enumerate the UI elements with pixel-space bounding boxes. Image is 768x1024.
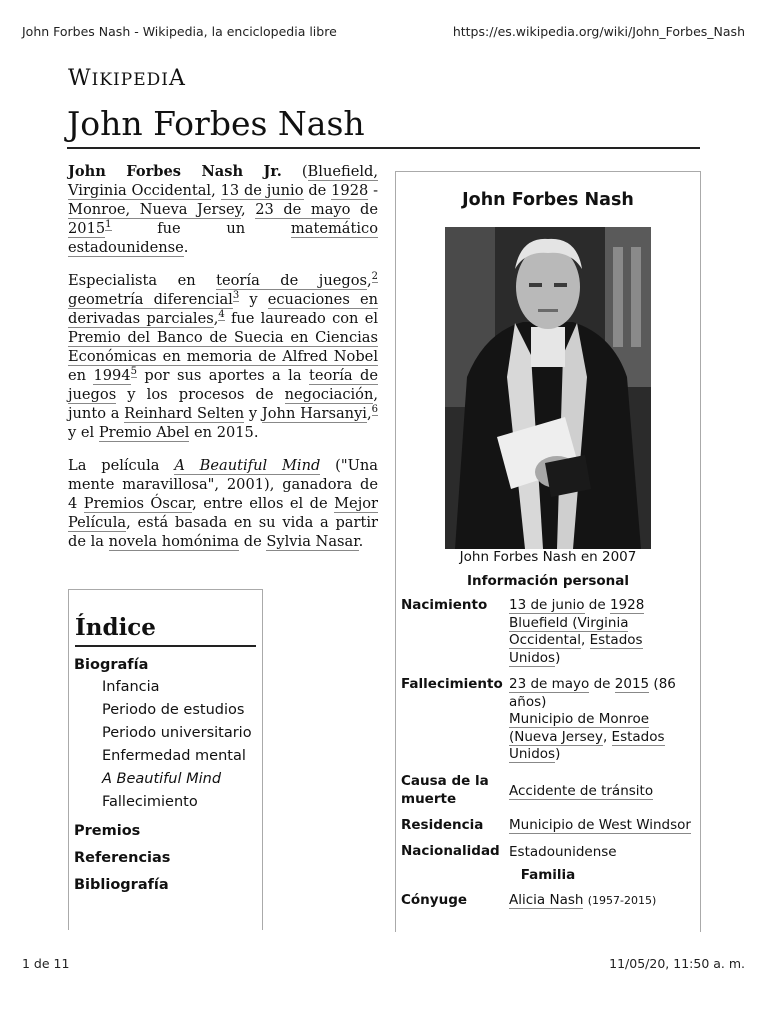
title-divider: [67, 147, 700, 149]
toc-item-biografia[interactable]: Biografía: [74, 657, 149, 673]
toc-item-periodo-universitario[interactable]: Periodo universitario: [102, 725, 252, 741]
label-conyuge: Cónyuge: [401, 892, 468, 908]
link-premio-nobel[interactable]: Premio del Banco de Suecia en Ciencias Económicas en memoria de Alfred Nobel: [68, 329, 378, 365]
toc-item-infancia[interactable]: Infancia: [102, 679, 160, 695]
value-fallecimiento: [509, 676, 695, 764]
label-residencia: Residencia: [401, 817, 484, 833]
wikipedia-logo[interactable]: [68, 66, 186, 91]
link-23-mayo[interactable]: 23 de mayo: [255, 201, 351, 218]
conyuge-years: (1957-2015): [587, 894, 657, 907]
text: ): [555, 649, 561, 666]
logo-part: A: [168, 66, 186, 91]
toc-item-premios[interactable]: Premios: [74, 823, 141, 839]
section-personal-info: Información personal: [467, 573, 629, 589]
link-23-mayo[interactable]: 23 de mayo: [509, 676, 590, 692]
link-estados-unidos[interactable]: Estados Unidos: [509, 632, 643, 666]
link-novela[interactable]: novela homónima: [108, 533, 240, 550]
text: La película: [68, 457, 175, 474]
link-accidente-transito[interactable]: Accidente de tránsito: [509, 783, 654, 799]
text: , entre ellos el de: [192, 495, 335, 512]
toc-item-periodo-estudios[interactable]: Periodo de estudios: [102, 702, 245, 718]
text: y: [244, 405, 262, 422]
photo-caption: John Forbes Nash en 2007: [459, 549, 637, 565]
link-premio-abel[interactable]: Premio Abel: [98, 424, 190, 441]
career-paragraph: [68, 271, 378, 442]
text: de: [303, 182, 332, 199]
label-causa-muerte: Causa de la muerte: [401, 773, 489, 807]
link-monroe[interactable]: Municipio de Monroe (Nueva Jersey: [509, 711, 650, 745]
value-conyuge: [509, 892, 695, 910]
link-1928[interactable]: 1928: [331, 182, 369, 199]
label-nacionalidad: Nacionalidad: [401, 843, 500, 859]
text: fue laureado con el: [224, 310, 378, 327]
print-footer-datetime: 11/05/20, 11:50 a. m.: [609, 956, 745, 971]
text: ,: [602, 728, 612, 745]
article-body: [68, 162, 378, 565]
link-geometria[interactable]: geometría diferencial: [68, 291, 233, 308]
link-mejor-pelicula[interactable]: Mejor Película: [68, 495, 378, 531]
link-premios-oscar[interactable]: Premios Óscar: [83, 495, 193, 512]
text: ,: [211, 182, 221, 199]
text: y: [239, 291, 268, 308]
toc-list: [69, 655, 262, 899]
link-monroe[interactable]: Monroe, Nueva Jersey: [68, 201, 241, 218]
subject-name: John Forbes Nash Jr.: [68, 163, 282, 180]
text: ,: [366, 405, 372, 422]
link-alicia-nash[interactable]: Alicia Nash: [509, 892, 584, 908]
toc-item-enfermedad-mental[interactable]: Enfermedad mental: [102, 748, 246, 764]
text: (86 años): [509, 676, 676, 710]
label-nacimiento: Nacimiento: [401, 597, 488, 613]
link-bluefield[interactable]: Bluefield (Virginia Occidental: [509, 614, 629, 648]
infobox-title: John Forbes Nash: [462, 190, 634, 210]
text: (: [281, 163, 308, 180]
text: ,: [366, 272, 372, 289]
link-ecuaciones[interactable]: ecuaciones en derivadas parciales: [68, 291, 378, 327]
page-title: John Forbes Nash: [67, 104, 365, 143]
link-bluefield[interactable]: Bluefield, Virginia Occidental: [68, 163, 378, 199]
ref-5[interactable]: 5: [130, 366, 137, 378]
value-nacimiento: [509, 597, 695, 667]
value-nacionalidad: Estadounidense: [509, 844, 617, 860]
text: y los procesos de: [116, 386, 285, 403]
film-paragraph: [68, 456, 378, 551]
toc-heading: Índice: [75, 614, 256, 647]
link-harsanyi[interactable]: John Harsanyi: [261, 405, 367, 422]
link-2015[interactable]: 2015: [614, 676, 650, 692]
label-fallecimiento: Fallecimiento: [401, 676, 503, 692]
link-selten[interactable]: Reinhard Selten: [124, 405, 245, 422]
toc-item-fallecimiento[interactable]: Fallecimiento: [102, 794, 198, 810]
link-teoria-juegos[interactable]: teoría de juegos: [216, 272, 367, 289]
toc-item-bibliografia[interactable]: Bibliografía: [74, 877, 169, 893]
link-13-junio[interactable]: 13 de junio: [509, 597, 585, 613]
print-header-url[interactable]: https://es.wikipedia.org/wiki/John_Forbes_Nash: [452, 24, 745, 39]
toc-item-a-beautiful-mind[interactable]: A Beautiful Mind: [102, 771, 222, 787]
text: , junto a: [68, 386, 378, 422]
portrait-illustration: [445, 227, 651, 549]
ref-6[interactable]: 6: [371, 404, 378, 416]
text: ,: [213, 310, 219, 327]
text: fue un: [111, 220, 291, 237]
link-negociacion[interactable]: negociación: [284, 386, 374, 403]
text: en 2015.: [189, 424, 259, 441]
text: ("Una mente maravillosa", 2001), ganadora de 4: [68, 457, 378, 512]
print-footer-page: 1 de 11: [22, 956, 70, 971]
ref-3[interactable]: 3: [232, 290, 240, 302]
ref-1[interactable]: 1: [105, 219, 112, 231]
value-causa-muerte: [509, 783, 695, 801]
text: ): [555, 746, 561, 762]
link-matematico[interactable]: matemático estadounidense: [68, 220, 378, 256]
text: de: [589, 676, 615, 692]
text: .: [358, 533, 364, 550]
intro-paragraph: [68, 162, 378, 257]
link-west-windsor[interactable]: Municipio de West Windsor: [509, 817, 691, 833]
text: de: [584, 597, 610, 613]
text: .: [183, 239, 189, 256]
ref-2[interactable]: 2: [371, 271, 378, 283]
text: de: [350, 201, 379, 218]
link-13-junio[interactable]: 13 de junio: [220, 182, 304, 199]
text: en: [68, 367, 94, 384]
link-sylvia-nasar[interactable]: Sylvia Nasar: [266, 533, 359, 550]
text: -: [368, 182, 379, 199]
text: Especialista en: [68, 272, 217, 289]
text: ,: [580, 632, 590, 648]
link-2015[interactable]: 2015: [68, 220, 106, 237]
portrait-photo[interactable]: [445, 227, 651, 549]
logo-part: W: [68, 66, 92, 91]
infobox: [395, 171, 701, 932]
value-residencia: [509, 817, 695, 835]
text: por sus aportes a la: [137, 367, 309, 384]
link-teoria-juegos-2[interactable]: teoría de juegos: [68, 367, 378, 403]
toc-item-referencias[interactable]: Referencias: [74, 850, 171, 866]
link-1928[interactable]: 1928: [609, 597, 645, 613]
print-header-title: John Forbes Nash - Wikipedia, la enciclopedia libre: [22, 24, 337, 39]
text: de: [239, 533, 267, 550]
logo-part: IKIPEDI: [91, 70, 169, 90]
table-of-contents: [68, 589, 263, 930]
ref-4[interactable]: 4: [218, 309, 225, 321]
text: y el: [68, 424, 99, 441]
text: , está basada en su vida a partir de la: [68, 514, 378, 550]
link-1994[interactable]: 1994: [93, 367, 131, 384]
text: ,: [240, 201, 256, 218]
link-estados-unidos[interactable]: Estados Unidos: [509, 728, 665, 762]
section-familia: Familia: [520, 867, 576, 883]
link-beautiful-mind[interactable]: A Beautiful Mind: [174, 457, 321, 474]
